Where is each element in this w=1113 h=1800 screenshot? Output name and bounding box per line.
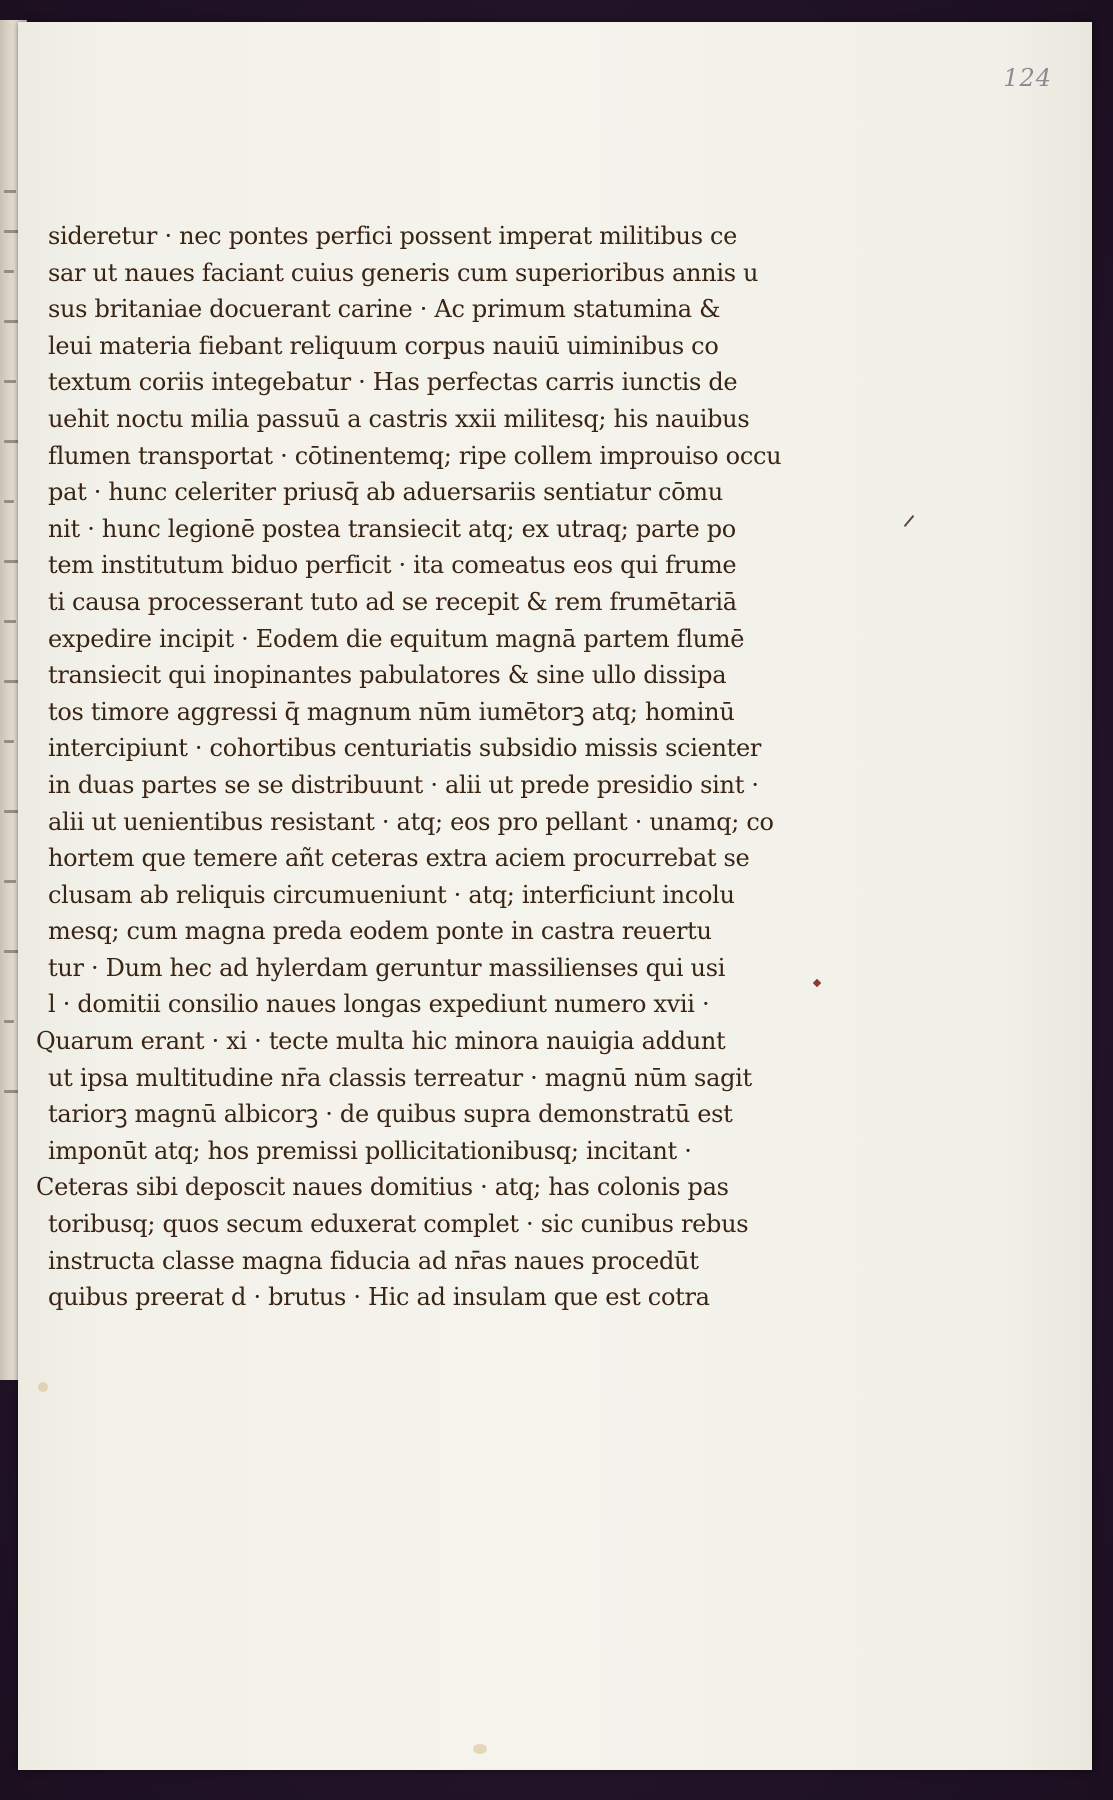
- text-fragment: [4, 500, 14, 503]
- text-fragment: [4, 740, 14, 743]
- text-line: tariorꝫ magnū albicorꝫ · de quibus supra demonstratū est: [48, 1100, 733, 1129]
- text-line: imponūt atq; hos premissi pollicitationibusq; incitant ·: [48, 1136, 692, 1165]
- margin-red-mark: [813, 979, 821, 987]
- manuscript-text: [36, 218, 788, 1316]
- text-line: Quarum erant · xi · tecte multa hic minora nauigia addunt: [36, 1027, 726, 1056]
- text-line: tur · Dum hec ad hylerdam geruntur massilienses qui usi: [48, 953, 726, 982]
- text-line: ut ipsa multitudine nr̄a classis terreatur · magnū nūm sagit: [48, 1063, 752, 1092]
- text-fragment: [4, 560, 18, 563]
- text-line: tos timore aggressi q̄ magnum nūm iumētorꝫ atq; hominū: [48, 697, 735, 726]
- parchment-stain: [38, 1382, 48, 1392]
- text-line: l · domitii consilio naues longas expediunt numero xvii ·: [48, 990, 710, 1019]
- text-line: instructa classe magna fiducia ad nr̄as naues procedūt: [48, 1246, 699, 1275]
- text-line: hortem que temere añt ceteras extra aciem procurrebat se: [48, 844, 750, 873]
- text-line: tem institutum biduo perficit · ita comeatus eos qui frume: [48, 551, 737, 580]
- text-line: transiecit qui inopinantes pabulatores & sine ullo dissipa: [48, 661, 727, 690]
- text-line: intercipiunt · cohortibus centuriatis subsidio missis scienter: [48, 734, 762, 763]
- margin-pen-stroke: [904, 515, 915, 527]
- text-line: expedire incipit · Eodem die equitum magnā partem flumē: [48, 624, 745, 653]
- text-line: ti causa processerant tuto ad se recepit & rem frumētariā: [48, 587, 737, 616]
- text-fragment: [4, 880, 16, 883]
- manuscript-page: [18, 22, 1092, 1770]
- text-line: mesq; cum magna preda eodem ponte in castra reuertu: [48, 917, 712, 946]
- folio-number: 124: [1003, 64, 1052, 92]
- text-fragment: [4, 620, 16, 623]
- text-line: textum coriis integebatur · Has perfectas carris iunctis de: [48, 368, 738, 397]
- text-line: nit · hunc legionē postea transiecit atq; ex utraq; parte po: [48, 514, 736, 543]
- text-line: clusam ab reliquis circumueniunt · atq; interficiunt incolu: [48, 880, 735, 909]
- text-line: quibus preerat d · brutus · Hic ad insulam que est cotra: [48, 1283, 710, 1312]
- text-fragment: [4, 810, 18, 813]
- text-line: uehit noctu milia passuū a castris xxii militesq; his nauibus: [48, 404, 750, 433]
- text-line: in duas partes se se distribuunt · alii ut prede presidio sint ·: [48, 770, 759, 799]
- text-fragment: [4, 380, 16, 383]
- text-fragment: [4, 1020, 14, 1023]
- text-line: pat · hunc celeriter priusq̄ ab aduersariis sentiatur cōmu: [48, 478, 723, 507]
- text-line: sar ut naues faciant cuius generis cum superioribus annis u: [48, 258, 759, 287]
- text-line: leui materia fiebant reliquum corpus nauiū uiminibus co: [48, 331, 719, 360]
- text-line: flumen transportat · cōtinentemq; ripe collem improuiso occu: [48, 441, 782, 470]
- text-fragment: [4, 190, 16, 193]
- text-line: toribusq; quos secum eduxerat complet · sic cunibus rebus: [48, 1210, 749, 1239]
- parchment-stain: [473, 1744, 487, 1754]
- text-fragment: [4, 320, 18, 323]
- text-line: Ceteras sibi deposcit naues domitius · atq; has colonis pas: [36, 1173, 729, 1202]
- text-line: alii ut uenientibus resistant · atq; eos pro pellant · unamq; co: [48, 807, 774, 836]
- text-line: sus britaniae docuerant carine · Ac primum statumina &: [48, 295, 721, 324]
- text-fragment: [4, 1090, 18, 1093]
- text-fragment: [4, 270, 14, 273]
- text-line: sideretur · nec pontes perfici possent imperat militibus ce: [48, 222, 738, 250]
